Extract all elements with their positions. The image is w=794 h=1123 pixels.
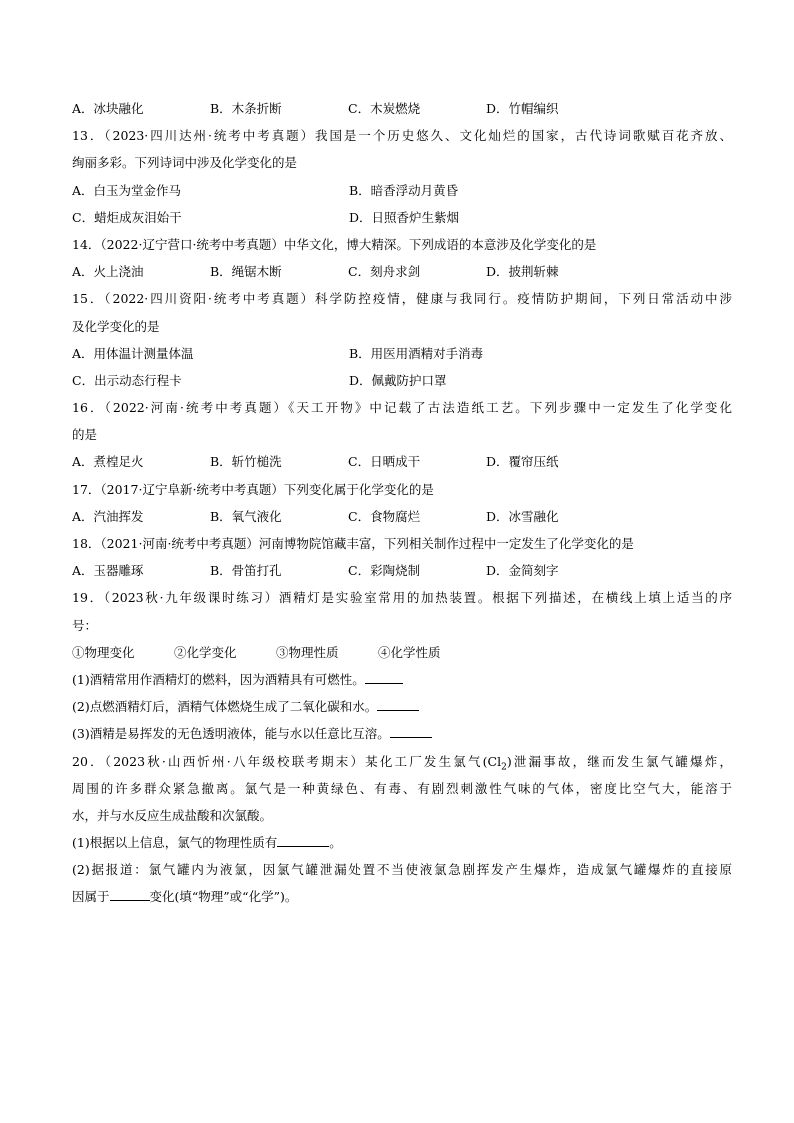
q19-mark-3: ③物理性质 bbox=[276, 644, 339, 660]
q19-item-2 bbox=[72, 693, 732, 720]
q13-options-row-1 bbox=[72, 177, 732, 204]
q18-stem-line-1: 18．（2021·河南·统考中考真题）河南博物院馆藏丰富，下列相关制作过程中一定发生了化学变化的是 bbox=[72, 536, 634, 551]
q16-option-a[interactable]: A．煮楻足火 bbox=[72, 454, 144, 470]
q19-item-1-text: (1)酒精常用作酒精灯的燃料，因为酒精具有可燃性。 bbox=[72, 671, 365, 687]
q19-mark-4: ④化学性质 bbox=[378, 644, 441, 660]
q13-option-c[interactable]: C．蜡炬成灰泪始干 bbox=[72, 209, 182, 225]
q16-option-d[interactable]: D．覆帘压纸 bbox=[486, 454, 559, 470]
q19-mark-2: ②化学变化 bbox=[174, 644, 237, 660]
q20-item-2-line-2 bbox=[72, 883, 732, 910]
q17-stem-line-1: 17．（2017·辽宁阜新·统考中考真题）下列变化属于化学变化的是 bbox=[72, 481, 434, 497]
q17-option-b[interactable]: B．氧气液化 bbox=[210, 508, 282, 524]
q18-option-b[interactable]: B．骨笛打孔 bbox=[210, 563, 282, 579]
q20-item-2-line-1: (2)据报道：氯气罐内为液氯，因氯气罐泄漏处置不当使液氯急剧挥发产生爆炸，造成氯气罐爆炸的直接原 bbox=[72, 862, 732, 878]
q13-options-row-2 bbox=[72, 204, 732, 231]
q16-options bbox=[72, 448, 732, 475]
q13-stem-line-1: 13．（2023·四川达州·统考中考真题）我国是一个历史悠久、文化灿烂的国家，古代诗词歌赋百花齐放、 bbox=[72, 128, 732, 144]
q15-stem-line-2: 及化学变化的是 bbox=[72, 318, 160, 334]
q12-option-c[interactable]: C．木炭燃烧 bbox=[348, 101, 421, 116]
q20-item-1 bbox=[72, 829, 732, 856]
q20-stem-line-1 bbox=[72, 748, 732, 775]
q14-options bbox=[72, 258, 732, 285]
q19-stem-line-1: 19．（2023秋·九年级课时练习）酒精灯是实验室常用的加热装置。根据下列描述，在横线上填上适当的序 bbox=[72, 590, 732, 606]
q19-stem-line-2: 号： bbox=[72, 617, 98, 633]
q12-option-a[interactable]: A．冰块融化 bbox=[72, 101, 144, 116]
q14-option-a[interactable]: A．火上浇油 bbox=[72, 264, 144, 280]
q19-item-3-answer-blank[interactable] bbox=[390, 723, 432, 738]
q13-option-d[interactable]: D．日照香炉生紫烟 bbox=[349, 209, 460, 225]
q19-mark-1: ①物理变化 bbox=[72, 644, 135, 660]
q15-option-a[interactable]: A．用体温计测量体温 bbox=[72, 345, 194, 361]
q14-option-b[interactable]: B．绳锯木断 bbox=[210, 264, 282, 280]
q18-option-a[interactable]: A．玉器雕琢 bbox=[72, 563, 144, 579]
q19-item-1 bbox=[72, 666, 732, 693]
q17-option-a[interactable]: A．汽油挥发 bbox=[72, 508, 144, 524]
q12-option-b[interactable]: B．木条折断 bbox=[210, 101, 282, 116]
q16-option-c[interactable]: C．日晒成干 bbox=[348, 454, 421, 470]
q19-item-3 bbox=[72, 720, 732, 747]
q18-option-d[interactable]: D．金简刻字 bbox=[486, 563, 559, 579]
q18-options bbox=[72, 557, 732, 584]
q20-stem-line-3: 水，并与水反应生成盐酸和次氯酸。 bbox=[72, 807, 273, 823]
q16-option-b[interactable]: B．斩竹槌洗 bbox=[210, 454, 282, 470]
q15-option-c[interactable]: C．出示动态行程卡 bbox=[72, 372, 182, 388]
q20-chlorine-subscript: 2 bbox=[501, 762, 507, 772]
q20-stem-line-2: 周围的许多群众紧急撤离。氯气是一种黄绿色、有毒、有剧烈刺激性气味的气体，密度比空气大，能溶于 bbox=[72, 780, 732, 796]
q19-choice-marks bbox=[72, 639, 732, 666]
q14-stem-line-1: 14．（2022·辽宁营口·统考中考真题）中华文化，博大精深。下列成语的本意涉及化学变化的是 bbox=[72, 236, 597, 252]
q20-item-1-answer-blank[interactable] bbox=[277, 832, 329, 847]
q14-option-c[interactable]: C．刻舟求剑 bbox=[348, 264, 421, 280]
q20-item-1-end: 。 bbox=[329, 835, 342, 851]
q20-item-2-answer-blank[interactable] bbox=[110, 886, 150, 901]
q20-item-2-suffix: 变化(填“物理”或“化学”)。 bbox=[149, 889, 298, 905]
q13-option-a[interactable]: A．白玉为堂金作马 bbox=[72, 182, 182, 198]
q12-option-d[interactable]: D．竹帽编织 bbox=[486, 101, 559, 116]
q19-item-2-answer-blank[interactable] bbox=[377, 696, 419, 711]
q12-options bbox=[72, 95, 732, 122]
q15-stem-line-1: 15．（2022·四川资阳·统考中考真题）科学防控疫情，健康与我同行。疫情防护期间，下列日常活动中涉 bbox=[72, 291, 732, 307]
q15-option-d[interactable]: D．佩戴防护口罩 bbox=[349, 372, 447, 388]
question-list bbox=[72, 95, 732, 911]
q18-option-c[interactable]: C．彩陶烧制 bbox=[348, 563, 421, 579]
q13-stem-line-2: 绚丽多彩。下列诗词中涉及化学变化的是 bbox=[72, 155, 298, 171]
q17-option-c[interactable]: C．食物腐烂 bbox=[348, 508, 421, 524]
q17-option-d[interactable]: D．冰雪融化 bbox=[486, 508, 559, 524]
q15-options-row-1 bbox=[72, 340, 732, 367]
q19-item-2-text: (2)点燃酒精灯后，酒精气体燃烧生成了二氧化碳和水。 bbox=[72, 699, 378, 715]
q15-option-b[interactable]: B．用医用酒精对手消毒 bbox=[349, 345, 484, 361]
q16-stem-line-2: 的是 bbox=[72, 427, 98, 443]
q17-options bbox=[72, 503, 732, 530]
q13-option-b[interactable]: B．暗香浮动月黄昏 bbox=[349, 182, 459, 198]
q20-item-1-text: (1)根据以上信息，氯气的物理性质有 bbox=[72, 835, 278, 851]
q20-stem-line-1-part-a: 20．（2023秋·山西忻州·八年级校联考期末）某化工厂发生氯气(Cl bbox=[72, 753, 502, 769]
q16-stem-line-1: 16．（2022·河南·统考中考真题）《天工开物》中记载了古法造纸工艺。下列步骤中一定发生了化学变化 bbox=[72, 400, 732, 416]
q19-item-3-text: (3)酒精是易挥发的无色透明液体，能与水以任意比互溶。 bbox=[72, 726, 390, 742]
q20-stem-line-1-part-b: )泄漏事故，继而发生氯气罐爆炸， bbox=[506, 753, 732, 769]
q19-item-1-answer-blank[interactable] bbox=[365, 669, 403, 684]
q14-option-d[interactable]: D．披荆斩棘 bbox=[486, 264, 559, 280]
q15-options-row-2 bbox=[72, 367, 732, 394]
q20-item-2-prefix: 因属于 bbox=[72, 889, 110, 905]
